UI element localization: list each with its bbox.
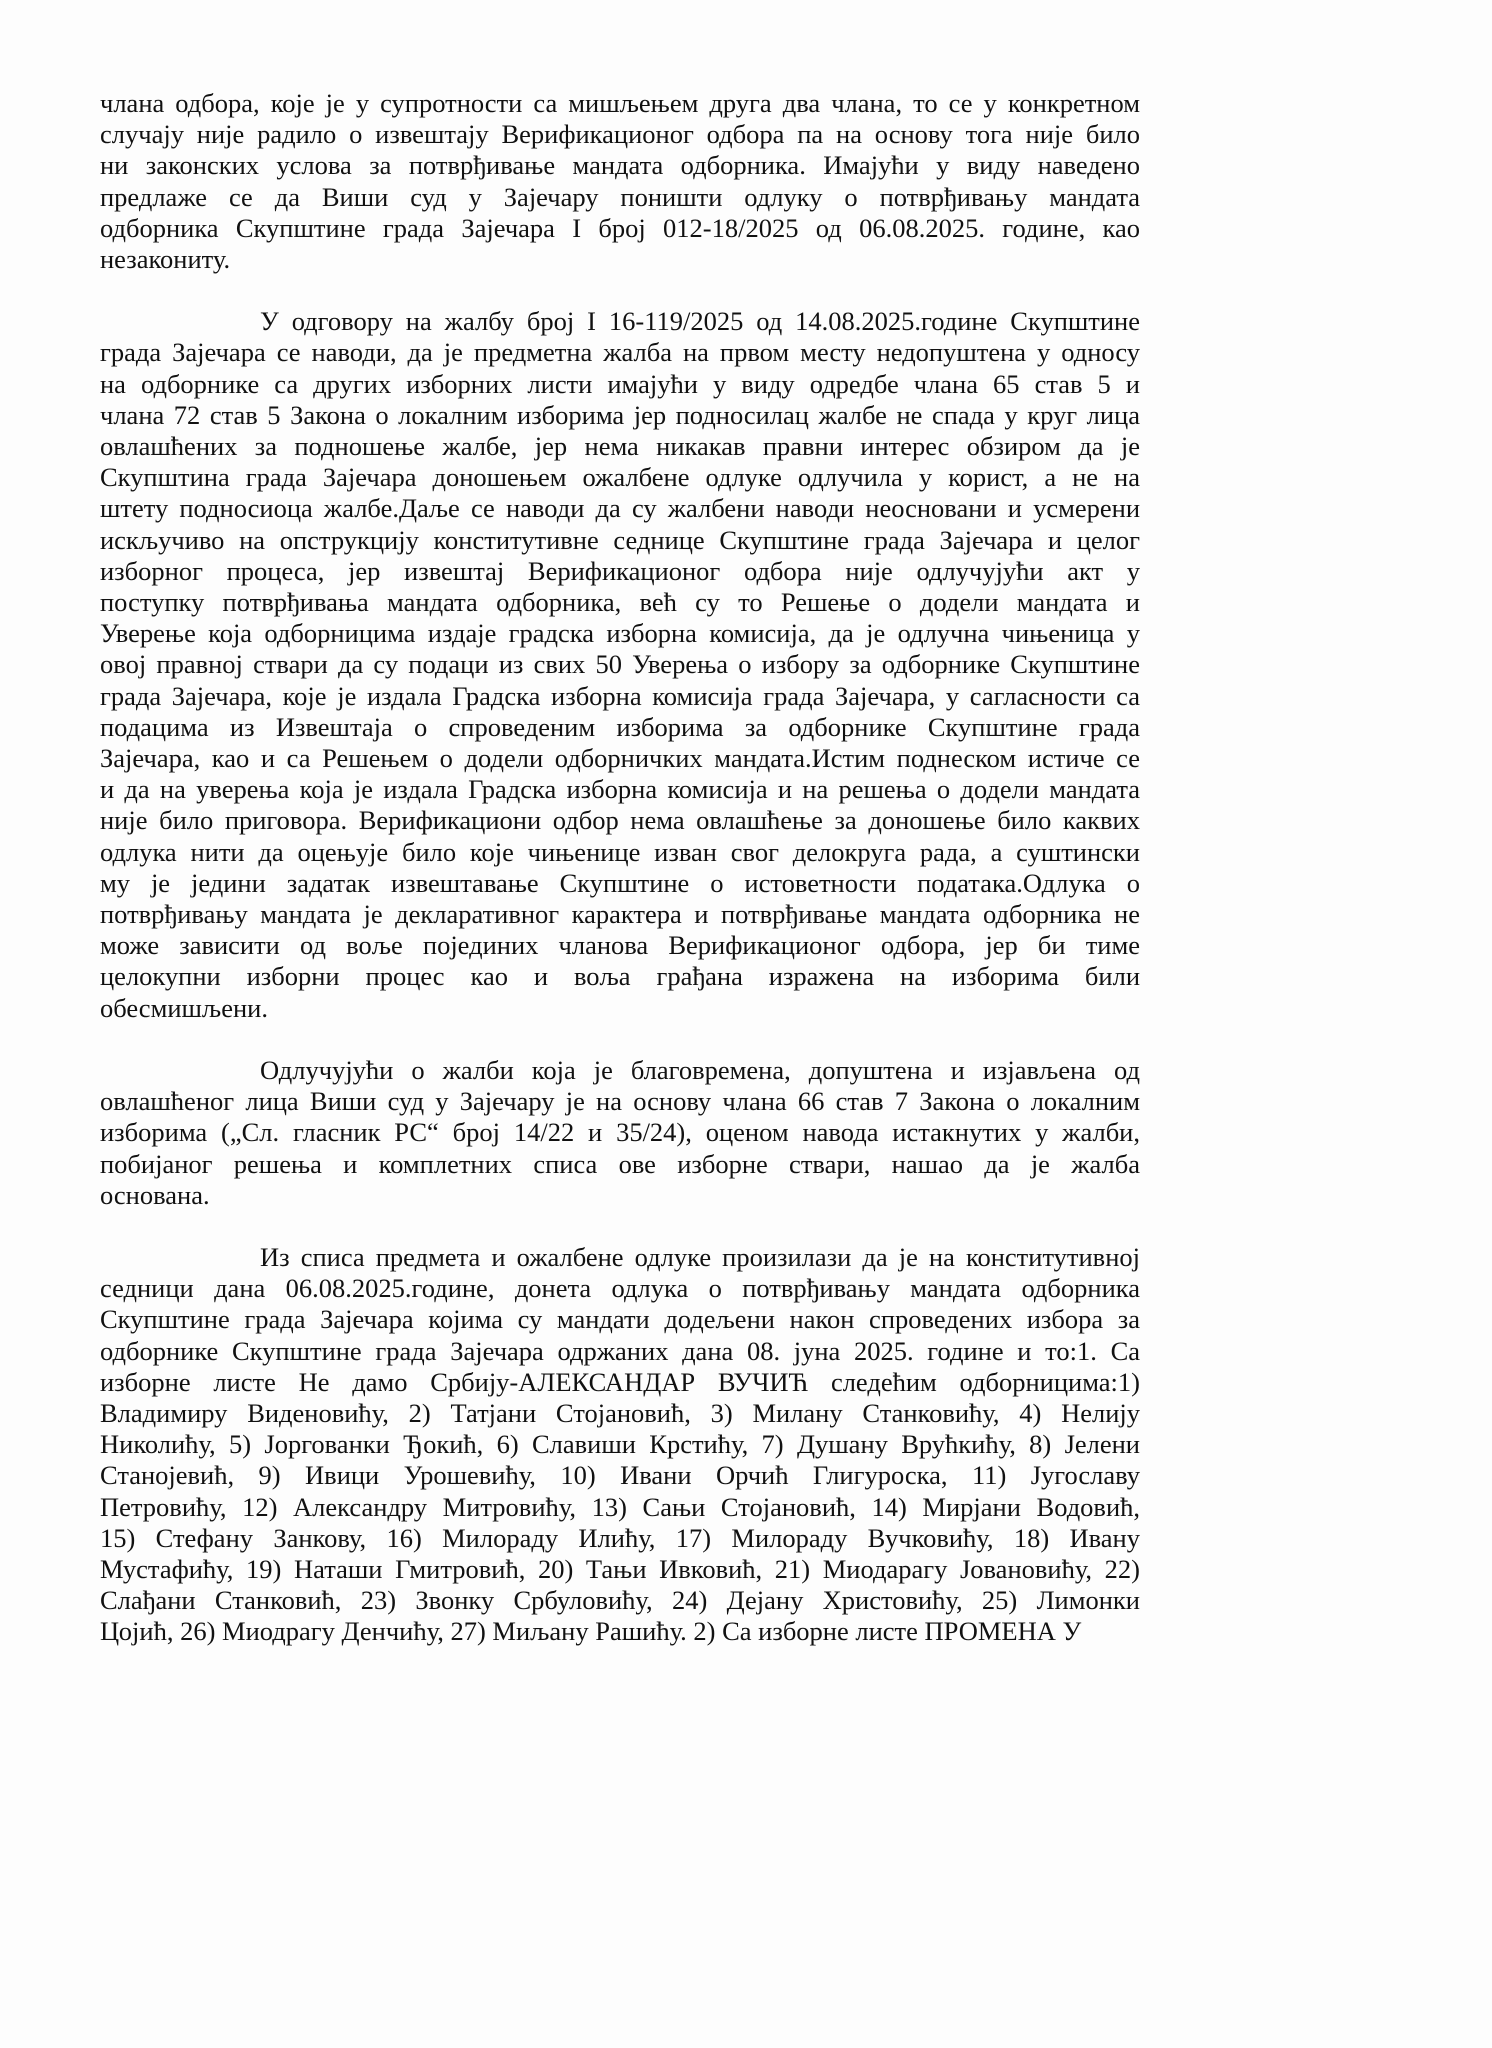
text-line: Станојевић, 9) Ивици Урошевићу, 10) Ивани Орчић Глигуроска, 11) Југославу — [100, 1460, 1140, 1491]
paragraph-court-decision — [100, 1055, 1140, 1211]
text-line: Слађани Станковић, 23) Звонку Србуловићу, 24) Дејану Христовићу, 25) Лимонки — [100, 1585, 1140, 1616]
text-line: предлаже се да Виши суд у Зајечару поништи одлуку о потврђивању мандата — [100, 181, 1140, 212]
text-line: изборима („Сл. гласник РС“ број 14/22 и 35/24), оценом навода истакнутих у жалби, — [100, 1117, 1140, 1148]
text-line: члана 72 став 5 Закона о локалним изборима јер подносилац жалбе не спада у круг лица — [100, 399, 1140, 430]
text-line: Из списа предмета и ожалбене одлуке произилази да је на конститутивној — [260, 1241, 1140, 1272]
text-line: и да на уверења која је издала Градска изборна комисија и на решења о додели мандата — [100, 774, 1140, 805]
document-body — [100, 88, 1140, 1648]
text-line: Николићу, 5) Јоргованки Ђокић, 6) Славиши Крстићу, 7) Душану Врућкићу, 8) Јелени — [100, 1429, 1140, 1460]
text-line: није било приговора. Верификациони одбор нема овлашћење за доношење било каквих — [100, 805, 1140, 836]
text-line: одборника Скупштине града Зајечара I број 012-18/2025 од 06.08.2025. године, као — [100, 212, 1140, 243]
text-line: Цојић, 26) Миодрагу Денчићу, 27) Миљану Рашићу. 2) Са изборне листе ПРОМЕНА У — [100, 1616, 1082, 1647]
text-line: незакониту. — [100, 244, 231, 275]
text-line: Мустафићу, 19) Наташи Гмитровић, 20) Тањи Ивковић, 21) Миодарагу Јовановићу, 22) — [100, 1553, 1140, 1584]
text-line: Владимиру Виденовићу, 2) Татјани Стојановић, 3) Милану Станковићу, 4) Нелију — [100, 1397, 1140, 1428]
text-line: штету подносиоца жалбе.Даље се наводи да су жалбени наводи неосновани и усмерени — [100, 493, 1140, 524]
text-line: обесмишљени. — [100, 992, 268, 1023]
text-line: му је једини задатак извештавање Скупштине о истоветности података.Одлука о — [100, 867, 1140, 898]
text-line: Скупштина града Зајечара доношењем ожалбене одлуке одлучила у корист, а не на — [100, 462, 1140, 493]
paragraph-case-facts — [100, 1242, 1140, 1648]
text-line: Петровићу, 12) Александру Митровићу, 13) Сањи Стојановић, 14) Мирјани Водовић, — [100, 1491, 1140, 1522]
text-line: У одговору на жалбу број I 16-119/2025 од 14.08.2025.године Скупштине — [260, 306, 1140, 337]
text-line: искључиво на опструкцију конститутивне седнице Скупштине града Зајечара и целог — [100, 524, 1140, 555]
text-line: члана одбора, које је у супротности са мишљењем друга два члана, то се у конкретном — [100, 88, 1140, 118]
text-line: целокупни изборни процес као и воља грађана изражена на изборима били — [100, 961, 1140, 992]
text-line: града Зајечара се наводи, да је предметна жалба на првом месту недопуштена у односу — [100, 337, 1140, 368]
text-line: потврђивању мандата је декларативног карактера и потврђивање мандата одборника не — [100, 899, 1140, 930]
text-line: случају није радило о извештају Верификационог одбора па на основу тога није било — [100, 119, 1140, 150]
text-line: одлука нити да оцењује било које чињенице изван свог делокруга рада, а суштински — [100, 836, 1140, 867]
paragraph-proposal — [100, 88, 1140, 275]
text-line: поступку потврђивања мандата одборника, већ су то Решење о додели мандата и — [100, 587, 1140, 618]
text-line: изборне листе Не дамо Србију-АЛЕКСАНДАР ВУЧИЋ следећим одборницима:1) — [100, 1366, 1140, 1397]
text-line: Одлучујући о жалби која је благовремена, допуштена и изјављена од — [260, 1054, 1140, 1085]
text-line: овлашћеног лица Виши суд у Зајечару је на основу члана 66 став 7 Закона о локалним — [100, 1086, 1140, 1117]
text-line: може зависити од воље појединих чланова Верификационог одбора, јер би тиме — [100, 930, 1140, 961]
text-line: побијаног решења и комплетних списа ове изборне ствари, нашао да је жалба — [100, 1148, 1140, 1179]
text-line: изборног процеса, јер извештај Верификационог одбора није одлучујући акт у — [100, 555, 1140, 586]
text-line: одборнике Скупштине града Зајечара одржаних дана 08. јуна 2025. године и то:1. Са — [100, 1335, 1140, 1366]
text-line: ни законских услова за потврђивање мандата одборника. Имајући у виду наведено — [100, 150, 1140, 181]
text-line: овлашћених за подношење жалбе, јер нема никакав правни интерес обзиром да је — [100, 431, 1140, 462]
text-line: подацима из Извештаја о спроведеним изборима за одборнике Скупштине града — [100, 711, 1140, 742]
text-line: Уверење која одборницима издаје градска изборна комисија, да је одлучна чињеница у — [100, 618, 1140, 649]
text-line: града Зајечара, које је издала Градска изборна комисија града Зајечара, у сагласности са — [100, 680, 1140, 711]
text-line: на одборнике са других изборних листи имајући у виду одредбе члана 65 став 5 и — [100, 368, 1140, 399]
text-line: овој правној ствари да су подаци из свих 50 Уверења о избору за одборнике Скупштине — [100, 649, 1140, 680]
paragraph-response-to-appeal — [100, 306, 1140, 1024]
text-line: основана. — [100, 1179, 210, 1210]
text-line: Зајечара, као и са Решењем о додели одборничких мандата.Истим поднеском истиче се — [100, 743, 1140, 774]
text-line: 15) Стефану Занкову, 16) Милораду Илићу, 17) Милораду Вучковићу, 18) Ивану — [100, 1522, 1140, 1553]
text-line: Скупштине града Зајечара којима су мандати додељени након спроведених избора за — [100, 1304, 1140, 1335]
text-line: седници дана 06.08.2025.године, донета одлука о потврђивању мандата одборника — [100, 1273, 1140, 1304]
